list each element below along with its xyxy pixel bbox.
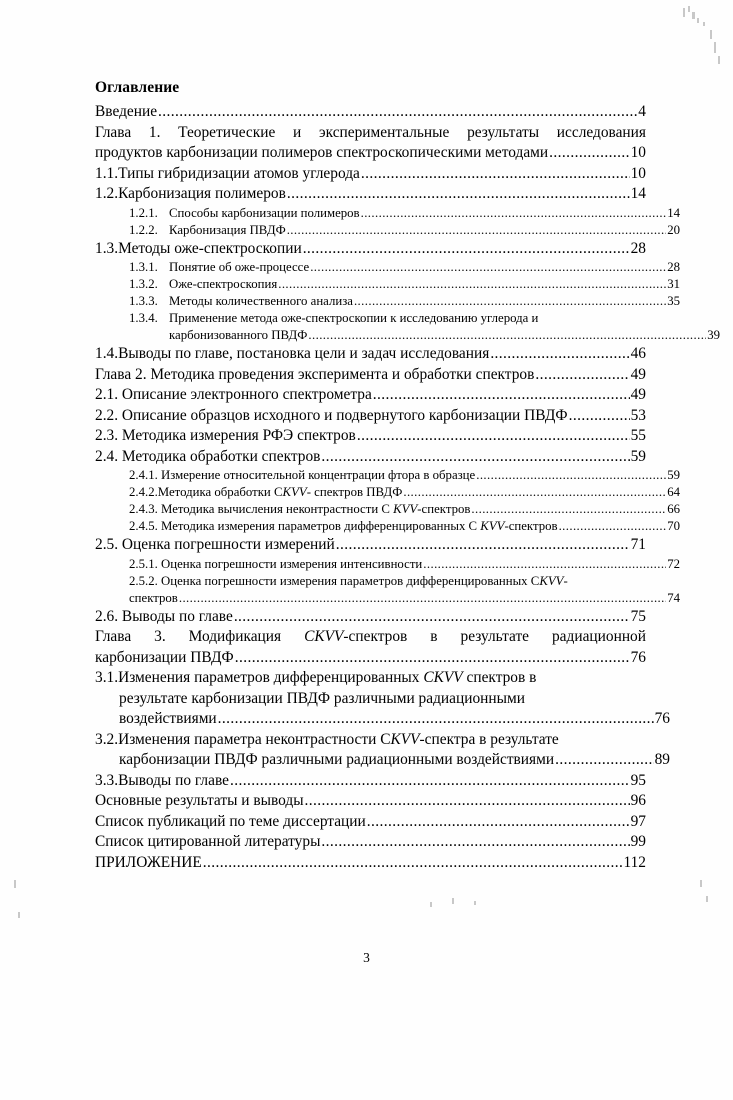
toc-entry-page: 39 [707, 328, 720, 343]
toc-entry-label: Применение метода оже-спектроскопии к исследованию углерода и [169, 311, 539, 326]
toc-entry-s2-5-2-line1[interactable] [95, 573, 680, 590]
scan-artifact [692, 12, 695, 19]
toc-entry-page: 95 [630, 771, 646, 789]
toc-entry-label: 2.4.1. Измерение относительной концентрации фтора в образце [129, 468, 476, 483]
scan-artifact [474, 901, 476, 905]
toc-entry-label: Введение [95, 103, 158, 121]
toc-entry-label-suffix: - [563, 573, 568, 588]
toc-entry-page: 49 [630, 386, 646, 404]
toc-entry-s2-4-1[interactable] [95, 467, 680, 484]
toc-entry-page: 55 [630, 427, 646, 445]
toc-entry-page: 59 [667, 468, 680, 483]
toc-entry-label: результате карбонизации ПВДФ различными радиационными [119, 689, 525, 707]
toc-entry-label: 2.5. Оценка погрешности измерений [95, 536, 335, 554]
toc-entry-label-italic: KVV [393, 502, 418, 517]
leader-dots [367, 812, 630, 832]
toc-entry-s1-3-3[interactable] [95, 293, 680, 310]
leader-dots [373, 385, 630, 405]
toc-entry-s1-3-1[interactable] [95, 259, 680, 276]
leader-dots [471, 501, 666, 518]
scan-artifact [710, 30, 712, 39]
toc-entry-label: 2.1. Описание электронного спектрометра [95, 386, 372, 404]
toc-entry-label: карбонизации ПВДФ [95, 648, 234, 666]
leader-dots [179, 590, 666, 607]
toc-entry-number: 1.2.1. [129, 205, 158, 220]
toc-entry-label: 1.1.Типы гибридизации атомов углерода [95, 164, 360, 182]
toc-entry-page: 75 [630, 607, 646, 625]
toc-entry-page: 76 [654, 710, 670, 728]
toc-entry-page: 46 [630, 345, 646, 363]
leader-dots [230, 771, 630, 791]
toc-entry-page: 14 [667, 205, 680, 220]
toc-entry-label: воздействиями [119, 710, 217, 728]
toc-entry-label: Список цитированной литературы [95, 833, 321, 851]
toc-entry-label-suffix: -спектров в результате радиационной [343, 628, 646, 646]
toc-entry-label: карбонизованного ПВДФ [169, 328, 308, 343]
leader-dots [403, 484, 666, 501]
toc-entry-page: 89 [654, 751, 670, 769]
toc-entry-number: 1.3.2. [129, 277, 158, 292]
toc-entry-page: 99 [630, 833, 646, 851]
toc-entry-page: 20 [667, 222, 680, 237]
toc-entry-s2-4[interactable] [95, 447, 646, 467]
toc-entry-page: 72 [667, 556, 680, 571]
toc-entry-s1-3-4-line1[interactable] [95, 310, 680, 327]
leader-dots [559, 518, 667, 535]
toc-entry-s3-2-line2[interactable] [95, 750, 670, 770]
toc-entry-glava1-line2[interactable] [95, 143, 646, 163]
leader-dots [234, 607, 630, 627]
toc-entry-vvedenie[interactable] [95, 102, 646, 122]
toc-entry-label: 2.5.2. Оценка погрешности измерения параметров дифференцированных С [129, 573, 540, 588]
toc-entry-label: 2.4.5. Методика измерения параметров дифференцированных С [129, 519, 481, 534]
toc-entry-page: 35 [667, 294, 680, 309]
scan-artifact [688, 6, 690, 12]
toc-entry-label: 3.2.Изменения параметра неконтрастности С [95, 730, 391, 748]
toc-entry-s3-3[interactable] [95, 771, 646, 791]
toc-entry-label-suffix: спектров в [462, 669, 537, 687]
toc-entry-label-italic: KVV [539, 573, 564, 588]
toc-entry-page: 74 [667, 590, 680, 605]
toc-entry-page: 76 [630, 648, 646, 666]
scan-artifact [706, 896, 708, 902]
leader-dots [287, 222, 667, 239]
toc-entry-s2-4-5[interactable] [95, 518, 680, 535]
scan-artifact [452, 898, 454, 904]
toc-entry-page: 96 [630, 792, 646, 810]
toc-entry-spisok-lit[interactable] [95, 832, 646, 852]
leader-dots [490, 344, 629, 364]
toc-entry-label-suffix: -спектров [504, 519, 558, 534]
toc-entry-page: 64 [667, 485, 680, 500]
toc-entry-page: 66 [667, 502, 680, 517]
toc-entry-label-suffix: -спектров [417, 502, 471, 517]
toc-entry-glava1-line1[interactable]: Глава 1. Теоретические и экспериментальные результаты исследования [95, 123, 646, 141]
leader-dots [354, 293, 666, 310]
toc-entry-s1-3[interactable] [95, 239, 646, 259]
toc-entry-label-suffix: -спектра в результате [419, 730, 559, 748]
toc-entry-page: 28 [630, 239, 646, 257]
toc-entry-number: 1.3.1. [129, 260, 158, 275]
toc-entry-label: 1.3.Методы оже-спектроскопии [95, 239, 302, 257]
toc-entry-page: 49 [630, 365, 646, 383]
leader-dots [235, 648, 630, 668]
toc-entry-number: 1.3.3. [129, 294, 158, 309]
toc-entry-s3-1-line3[interactable] [95, 709, 670, 729]
scan-artifact [700, 880, 702, 887]
scan-artifact [18, 912, 20, 918]
toc-entry-s2-5-2-line2[interactable] [95, 590, 680, 607]
toc-entry-glava3-line1[interactable] [95, 627, 646, 647]
leader-dots [278, 276, 666, 293]
leader-dots [310, 259, 666, 276]
leader-dots [357, 426, 630, 446]
toc-entry-page: 28 [667, 260, 680, 275]
leader-dots [555, 750, 654, 770]
toc-entry-spisok-pub[interactable] [95, 812, 646, 832]
toc-entry-page: 14 [630, 185, 646, 203]
toc-entry-label: Оже-спектроскопия [169, 277, 278, 292]
toc-entry-label-italic: KVV [282, 485, 307, 500]
leader-dots [569, 406, 630, 426]
toc-entry-label-italic: KVV [390, 730, 420, 748]
leader-dots [305, 791, 630, 811]
toc-entry-s1-4[interactable] [95, 344, 646, 364]
toc-entry-s2-4-3[interactable] [95, 501, 680, 518]
toc-entry-label: 2.4. Методика обработки спектров [95, 447, 321, 465]
page-folio: 3 [363, 950, 370, 965]
toc-entry-glava3-line2[interactable] [95, 648, 646, 668]
toc-entry-page: 71 [630, 536, 646, 554]
leader-dots [361, 205, 667, 222]
toc-entry-s1-2-1[interactable] [95, 205, 680, 222]
toc-entry-osn-rez[interactable] [95, 791, 646, 811]
toc-entry-s2-3[interactable] [95, 426, 646, 446]
toc-entry-page: 53 [630, 406, 646, 424]
toc-entry-s2-4-2[interactable] [95, 484, 680, 501]
toc-entry-page: 10 [630, 164, 646, 182]
scan-artifact [14, 880, 16, 888]
leader-dots [476, 467, 666, 484]
toc-entry-label: 1.2.Карбонизация полимеров [95, 185, 286, 203]
scan-artifact [697, 18, 699, 23]
toc-entry-page: 70 [667, 519, 680, 534]
table-of-contents [95, 78, 720, 873]
toc-entry-page: 10 [630, 144, 646, 162]
toc-entry-label: 1.4.Выводы по главе, постановка цели и задач исследования [95, 345, 490, 363]
toc-entry-s2-1[interactable] [95, 385, 646, 405]
leader-dots [321, 447, 629, 467]
toc-entry-number: 1.3.4. [129, 311, 158, 326]
toc-entry-label: ПРИЛОЖЕНИЕ [95, 853, 202, 871]
leader-dots [158, 102, 637, 122]
leader-dots [423, 556, 666, 573]
toc-entry-label-italic: CKVV [304, 628, 344, 646]
toc-entry-label: карбонизации ПВДФ различными радиационными воздействиями [119, 751, 555, 769]
toc-entry-label: 2.6. Выводы по главе [95, 607, 233, 625]
toc-entry-label: Глава 2. Методика проведения эксперимента и обработки спектров [95, 365, 535, 383]
leader-dots [549, 143, 629, 163]
leader-dots [321, 832, 629, 852]
toc-entry-label: 2.5.1. Оценка погрешности измерения интенсивности [129, 556, 423, 571]
toc-entry-s3-1-line1[interactable] [95, 668, 646, 688]
leader-dots [203, 853, 623, 873]
toc-entry-label: 2.4.3. Методика вычисления неконтрастности С [129, 502, 394, 517]
scan-artifact [430, 902, 432, 907]
toc-entry-page: 31 [667, 277, 680, 292]
leader-dots [308, 327, 706, 344]
toc-entry-prilozhenie[interactable] [95, 853, 646, 873]
toc-entry-s1-3-2[interactable] [95, 276, 680, 293]
toc-entry-page: 59 [630, 447, 646, 465]
toc-entry-s2-6[interactable] [95, 607, 646, 627]
leader-dots [535, 365, 629, 385]
toc-entry-label: 2.4.2.Методика обработки С [129, 485, 283, 500]
toc-entry-label: продуктов карбонизации полимеров спектроскопическими методами [95, 144, 549, 162]
toc-entry-s3-1-line2[interactable] [95, 689, 670, 709]
toc-entry-s1-2[interactable] [95, 184, 646, 204]
toc-entry-s2-5-1[interactable] [95, 556, 680, 573]
toc-entry-label: Методы количественного анализа [169, 294, 353, 309]
toc-entry-label: Основные результаты и выводы [95, 792, 304, 810]
leader-dots [336, 535, 630, 555]
toc-entry-label: Способы карбонизации полимеров [169, 205, 360, 220]
toc-entry-s3-2-line1[interactable] [95, 730, 646, 750]
leader-dots [218, 709, 654, 729]
toc-entry-number: 1.2.2. [129, 222, 158, 237]
toc-entry-label: 3.1.Изменения параметров дифференцированных [95, 669, 424, 687]
toc-entry-label: Понятие об оже-процессе [169, 260, 310, 275]
scan-artifact [703, 22, 705, 26]
leader-dots [303, 239, 630, 259]
toc-entry-label: 2.2. Описание образцов исходного и подвернутого карбонизации ПВДФ [95, 406, 568, 424]
page-title: Оглавление [95, 79, 180, 96]
toc-entry-label-italic: KVV [480, 519, 505, 534]
toc-entry-label: Список публикаций по теме диссертации [95, 812, 366, 830]
toc-entry-label: Карбонизация ПВДФ [169, 222, 286, 237]
toc-entry-s2-5[interactable] [95, 535, 646, 555]
toc-entry-s1-2-2[interactable] [95, 222, 680, 239]
scan-artifact [714, 42, 716, 53]
leader-dots [361, 164, 630, 184]
toc-entry-label: 3.3.Выводы по главе [95, 771, 229, 789]
toc-entry-glava2[interactable] [95, 365, 646, 385]
toc-entry-s1-3-4-line2[interactable] [95, 327, 720, 344]
scan-artifact [683, 8, 685, 17]
toc-entry-s2-2[interactable] [95, 406, 646, 426]
toc-entry-s1-1[interactable] [95, 164, 646, 184]
scan-artifact [718, 56, 720, 64]
toc-entry-label-suffix: - спектров ПВДФ [306, 485, 403, 500]
toc-entry-label: 2.3. Методика измерения РФЭ спектров [95, 427, 356, 445]
toc-entry-label-italic: CKVV [423, 669, 463, 687]
toc-entry-label: спектров [129, 590, 178, 605]
toc-entry-page: 4 [638, 103, 646, 121]
toc-entry-page: 97 [630, 812, 646, 830]
leader-dots [287, 184, 630, 204]
toc-entry-label: Глава 3. Модификация [95, 628, 305, 646]
toc-entry-page: 112 [623, 853, 646, 871]
